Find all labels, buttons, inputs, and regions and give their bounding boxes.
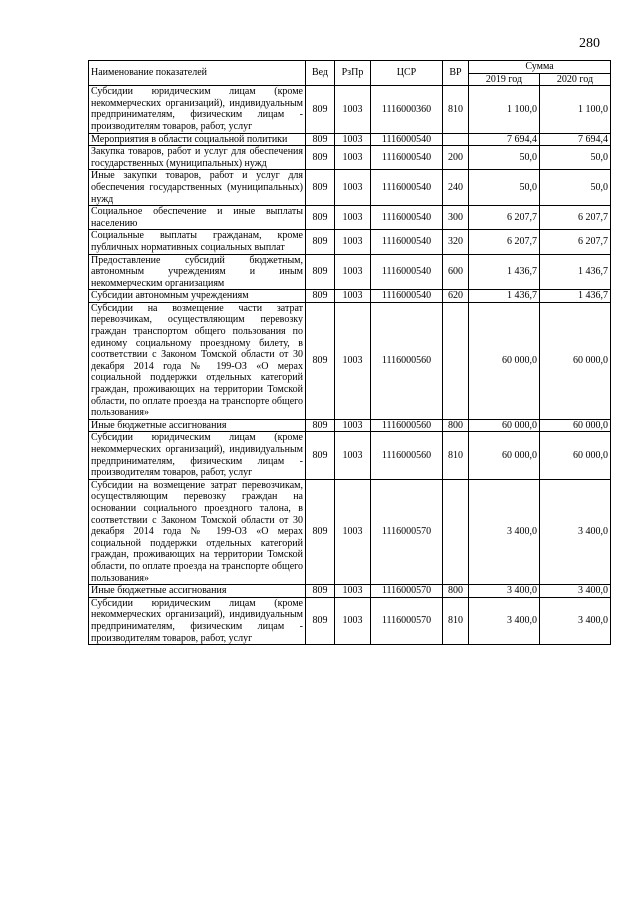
cell-y2019: 50,0 xyxy=(469,146,540,170)
cell-rzpr: 1003 xyxy=(335,290,371,303)
cell-vr: 810 xyxy=(443,86,469,133)
cell-vr: 800 xyxy=(443,419,469,432)
header-vr: ВР xyxy=(443,61,469,86)
table-row xyxy=(89,146,611,170)
cell-y2020: 50,0 xyxy=(540,146,611,170)
table-row xyxy=(89,585,611,598)
cell-y2020: 60 000,0 xyxy=(540,302,611,419)
cell-vr: 200 xyxy=(443,146,469,170)
cell-ved: 809 xyxy=(306,597,335,644)
cell-csr: 1116000560 xyxy=(371,302,443,419)
cell-y2019: 60 000,0 xyxy=(469,419,540,432)
cell-csr: 1116000560 xyxy=(371,419,443,432)
cell-csr: 1116000570 xyxy=(371,585,443,598)
cell-ved: 809 xyxy=(306,585,335,598)
cell-y2020: 3 400,0 xyxy=(540,597,611,644)
cell-y2020: 6 207,7 xyxy=(540,206,611,230)
cell-name: Субсидии автономным учреждениям xyxy=(89,290,306,303)
cell-y2019: 3 400,0 xyxy=(469,585,540,598)
header-year-2019: 2019 год xyxy=(469,73,540,86)
cell-name: Субсидии юридическим лицам (кроме некоммерческих организаций), индивидуальным предпринимателям, физическим лицам - производителям товаров, работ, услуг xyxy=(89,86,306,133)
cell-ved: 809 xyxy=(306,86,335,133)
cell-vr: 240 xyxy=(443,170,469,206)
cell-name: Социальное обеспечение и иные выплаты населению xyxy=(89,206,306,230)
cell-vr: 800 xyxy=(443,585,469,598)
cell-rzpr: 1003 xyxy=(335,585,371,598)
cell-ved: 809 xyxy=(306,302,335,419)
cell-rzpr: 1003 xyxy=(335,230,371,254)
cell-vr: 620 xyxy=(443,290,469,303)
table-row xyxy=(89,86,611,133)
cell-y2020: 60 000,0 xyxy=(540,419,611,432)
cell-csr: 1116000560 xyxy=(371,432,443,479)
cell-vr xyxy=(443,479,469,584)
cell-csr: 1116000570 xyxy=(371,479,443,584)
table-row xyxy=(89,479,611,584)
cell-ved: 809 xyxy=(306,170,335,206)
cell-ved: 809 xyxy=(306,230,335,254)
cell-y2019: 60 000,0 xyxy=(469,302,540,419)
table-row xyxy=(89,290,611,303)
cell-vr: 300 xyxy=(443,206,469,230)
cell-y2019: 7 694,4 xyxy=(469,133,540,146)
cell-csr: 1116000570 xyxy=(371,597,443,644)
table-row xyxy=(89,133,611,146)
cell-csr: 1116000540 xyxy=(371,133,443,146)
table-row xyxy=(89,254,611,290)
cell-ved: 809 xyxy=(306,133,335,146)
cell-rzpr: 1003 xyxy=(335,254,371,290)
cell-y2019: 6 207,7 xyxy=(469,230,540,254)
cell-rzpr: 1003 xyxy=(335,479,371,584)
cell-name: Субсидии на возмещение затрат перевозчикам, осуществляющим перевозку граждан на основании социального проездного талона, в соответствии с Законом Томской области от 30 декабря 2014 года № 199-ОЗ «О мерах социальной поддержки отдельных категорий граждан, проживающих на территории Томской области, по оплате проезда на транспорте общего пользования» xyxy=(89,479,306,584)
table-row xyxy=(89,597,611,644)
cell-name: Субсидии на возмещение части затрат перевозчикам, осуществляющим перевозку граждан транспортом общего пользования по единому социальному проездному билету, в соответствии с Законом Томской области от 30 декабря 2014 года № 199-ОЗ «О мерах социальной поддержки отдельных категорий граждан, проживающих на территории Томской области, по оплате проезда на транспорте общего пользования» xyxy=(89,302,306,419)
header-sum: Сумма xyxy=(469,61,611,74)
cell-y2020: 1 436,7 xyxy=(540,254,611,290)
cell-vr xyxy=(443,302,469,419)
cell-name: Предоставление субсидий бюджетным, автономным учреждениям и иным некоммерческим организациям xyxy=(89,254,306,290)
cell-name: Мероприятия в области социальной политики xyxy=(89,133,306,146)
budget-table xyxy=(88,60,611,645)
cell-rzpr: 1003 xyxy=(335,302,371,419)
cell-y2019: 1 436,7 xyxy=(469,290,540,303)
cell-y2019: 6 207,7 xyxy=(469,206,540,230)
cell-rzpr: 1003 xyxy=(335,597,371,644)
cell-name: Социальные выплаты гражданам, кроме публичных нормативных социальных выплат xyxy=(89,230,306,254)
cell-y2020: 1 100,0 xyxy=(540,86,611,133)
cell-rzpr: 1003 xyxy=(335,146,371,170)
cell-y2020: 50,0 xyxy=(540,170,611,206)
cell-vr: 320 xyxy=(443,230,469,254)
cell-vr: 600 xyxy=(443,254,469,290)
cell-ved: 809 xyxy=(306,146,335,170)
cell-csr: 1116000540 xyxy=(371,206,443,230)
cell-name: Субсидии юридическим лицам (кроме некоммерческих организаций), индивидуальным предпринимателям, физическим лицам - производителям товаров, работ, услуг xyxy=(89,432,306,479)
header-csr: ЦСР xyxy=(371,61,443,86)
cell-name: Иные бюджетные ассигнования xyxy=(89,419,306,432)
cell-csr: 1116000540 xyxy=(371,230,443,254)
cell-y2020: 3 400,0 xyxy=(540,479,611,584)
cell-y2019: 1 100,0 xyxy=(469,86,540,133)
table-row xyxy=(89,419,611,432)
header-name: Наименование показателей xyxy=(89,61,306,86)
table-row xyxy=(89,170,611,206)
cell-rzpr: 1003 xyxy=(335,432,371,479)
cell-rzpr: 1003 xyxy=(335,206,371,230)
table-row xyxy=(89,230,611,254)
cell-csr: 1116000540 xyxy=(371,254,443,290)
table-row xyxy=(89,302,611,419)
table-row xyxy=(89,432,611,479)
cell-ved: 809 xyxy=(306,432,335,479)
cell-csr: 1116000540 xyxy=(371,290,443,303)
cell-csr: 1116000540 xyxy=(371,170,443,206)
header-rzpr: РзПр xyxy=(335,61,371,86)
page-number: 280 xyxy=(579,36,600,51)
cell-ved: 809 xyxy=(306,254,335,290)
cell-rzpr: 1003 xyxy=(335,170,371,206)
cell-y2020: 3 400,0 xyxy=(540,585,611,598)
cell-y2019: 3 400,0 xyxy=(469,479,540,584)
cell-y2019: 50,0 xyxy=(469,170,540,206)
cell-rzpr: 1003 xyxy=(335,419,371,432)
cell-y2020: 7 694,4 xyxy=(540,133,611,146)
cell-ved: 809 xyxy=(306,290,335,303)
cell-csr: 1116000540 xyxy=(371,146,443,170)
cell-ved: 809 xyxy=(306,479,335,584)
cell-y2019: 60 000,0 xyxy=(469,432,540,479)
table-body xyxy=(89,86,611,645)
cell-y2020: 60 000,0 xyxy=(540,432,611,479)
cell-vr xyxy=(443,133,469,146)
cell-csr: 1116000360 xyxy=(371,86,443,133)
cell-y2020: 6 207,7 xyxy=(540,230,611,254)
cell-y2020: 1 436,7 xyxy=(540,290,611,303)
cell-vr: 810 xyxy=(443,432,469,479)
cell-y2019: 1 436,7 xyxy=(469,254,540,290)
cell-y2019: 3 400,0 xyxy=(469,597,540,644)
cell-ved: 809 xyxy=(306,206,335,230)
cell-name: Иные закупки товаров, работ и услуг для обеспечения государственных (муниципальных) нужд xyxy=(89,170,306,206)
header-year-2020: 2020 год xyxy=(540,73,611,86)
cell-rzpr: 1003 xyxy=(335,133,371,146)
table-header xyxy=(89,61,611,86)
cell-name: Иные бюджетные ассигнования xyxy=(89,585,306,598)
cell-name: Закупка товаров, работ и услуг для обеспечения государственных (муниципальных) нужд xyxy=(89,146,306,170)
cell-name: Субсидии юридическим лицам (кроме некоммерческих организаций), индивидуальным предпринимателям, физическим лицам - производителям товаров, работ, услуг xyxy=(89,597,306,644)
table-row xyxy=(89,206,611,230)
header-ved: Вед xyxy=(306,61,335,86)
cell-ved: 809 xyxy=(306,419,335,432)
cell-rzpr: 1003 xyxy=(335,86,371,133)
cell-vr: 810 xyxy=(443,597,469,644)
